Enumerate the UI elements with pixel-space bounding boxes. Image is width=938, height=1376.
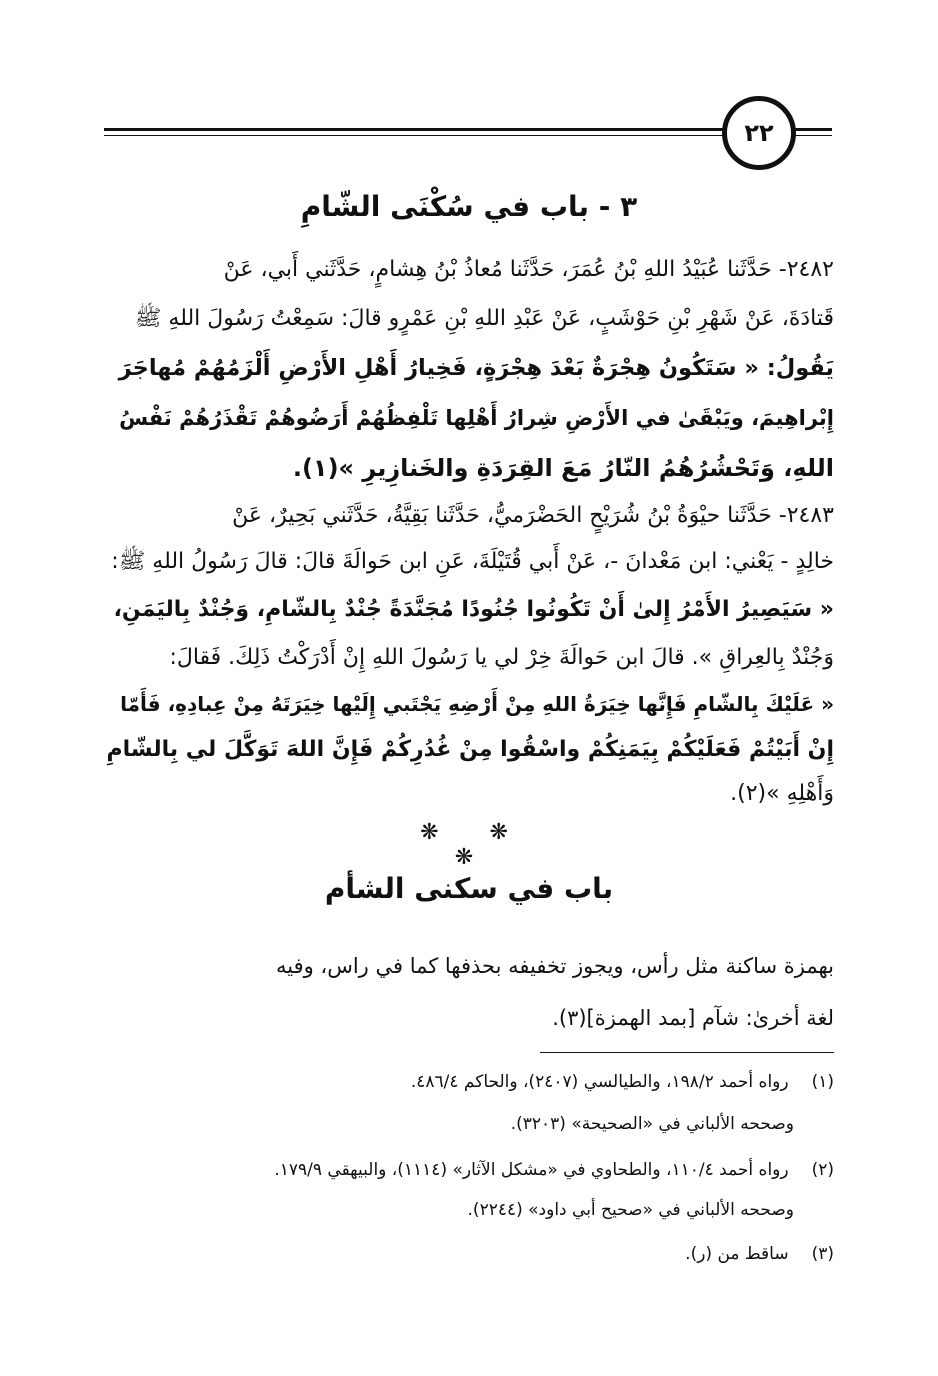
hadith-line: وَجُنْدٌ بِالعِراقِ ». قالَ ابن حَوالَةَ خِرْ لي يا رَسُولَ اللهِ إِنْ أَدْرَكْتُ ذَلِكَ. فَقالَ: <box>169 645 834 670</box>
footnote-text: ساقط من (ر). <box>685 1244 789 1264</box>
page-number-badge <box>722 96 796 170</box>
header-rule-tail <box>794 128 832 136</box>
footnote <box>685 1244 834 1264</box>
hadith-line: ٢٤٨٢- حَدَّثَنا عُبَيْدُ اللهِ بْنُ عُمَرَ، حَدَّثَنا مُعاذُ بْنُ هِشامٍ، حَدَّثَني أَبي، عَنْ <box>223 257 834 282</box>
hadith-line: إِبْراهِيمَ، ويَبْقَىٰ في الأَرْضِ شِرارُ أَهْلِها تَلْفِظُهُمْ أَرَضُوهُمْ تَقْذَرُهُمْ نَفْسُ <box>119 406 834 430</box>
footnote-number: (٣) <box>811 1244 834 1264</box>
hadith-line: « عَلَيْكَ بِالشّامِ فَإِنَّها خِيَرَةُ اللهِ مِنْ أَرْضِهِ يَجْتَبي إِلَيْها خِيَرَتَهُ مِنْ عِبادِهِ، فَأَمّا <box>120 692 834 716</box>
footnote <box>274 1160 834 1180</box>
page-number: ٢٢ <box>744 119 774 147</box>
footnote-rule <box>540 1052 834 1053</box>
footnote-text: رواه أحمد ١١٠/٤، والطحاوي في «مشكل الآثار» (١١١٤)، والبيهقي ١٧٩/٩. <box>274 1160 789 1180</box>
commentary-line: لغة أخرىٰ: شآم [بمد الهمزة](٣). <box>552 1006 834 1030</box>
header-rule <box>104 128 724 136</box>
hadith-line: يَقُولُ: « سَتَكُونُ هِجْرَةٌ بَعْدَ هِجْرَةٍ، فَخِيارُ أَهْلِ الأَرْضِ أَلْزَمُهُمْ مُهاجَرَ <box>118 355 834 381</box>
commentary-title: باب في سكنى الشأم <box>324 872 614 905</box>
chapter-title: ٣ - باب في سُكْنَى الشّامِ <box>300 190 638 223</box>
hadith-line: وَأَهْلِهِ »(٢). <box>730 781 834 806</box>
commentary-line: بهمزة ساكنة مثل رأس، ويجوز تخفيفه بحذفها كما في راس، وفيه <box>275 954 834 978</box>
section-separator: ❋ ❋ ❋ <box>420 820 530 870</box>
footnote-number: (٢) <box>811 1160 834 1180</box>
hadith-line: ٢٤٨٣- حَدَّثَنا حيْوَةُ بْنُ شُرَيْحٍ الحَضْرَميُّ، حَدَّثَنا بَقِيَّةُ، حَدَّثَني بَحِيرٌ، عَنْ <box>232 503 834 528</box>
footnote-continuation: وصححه الألباني في «صحيح أبي داود» (٢٢٤٤). <box>467 1200 794 1220</box>
hadith-line: خالِدٍ - يَعْني: ابن مَعْدانَ -، عَنْ أَبي قُتَيْلَةَ، عَنِ ابن حَوالَةَ قالَ: قالَ رَسُولُ اللهِ ﷺ: <box>111 549 834 574</box>
footnote-number: (١) <box>811 1072 834 1092</box>
hadith-line: إِنْ أَبَيْتُمْ فَعَلَيْكُمْ بِيَمَنِكُمْ واسْقُوا مِنْ غُدُرِكُمْ فَإِنَّ اللهَ تَوَكَّلَ لي بِالشّامِ <box>106 737 834 762</box>
footnote-continuation: وصححه الألباني في «الصحيحة» (٣٢٠٣). <box>510 1114 794 1134</box>
hadith-line: قَتادَةَ، عَنْ شَهْرِ بْنِ حَوْشَبٍ، عَنْ عَبْدِ اللهِ بْنِ عَمْرٍو قالَ: سَمِعْتُ رَسُولَ اللهِ ﷺ <box>134 306 834 331</box>
hadith-line: « سَيَصِيرُ الأَمْرُ إِلىٰ أَنْ تَكُونُوا جُنُودًا مُجَنَّدَةً جُنْدٌ بِالشّامِ، وَجُنْدٌ بِاليَمَنِ، <box>113 597 834 622</box>
footnote-text: رواه أحمد ١٩٨/٢، والطيالسي (٢٤٠٧)، والحاكم ٤٨٦/٤. <box>410 1072 789 1092</box>
hadith-line: اللهِ، وَتَحْشُرُهُمُ النّارُ مَعَ القِرَدَةِ والخَنازِيرِ »(١). <box>292 454 834 482</box>
footnote <box>411 1072 834 1092</box>
